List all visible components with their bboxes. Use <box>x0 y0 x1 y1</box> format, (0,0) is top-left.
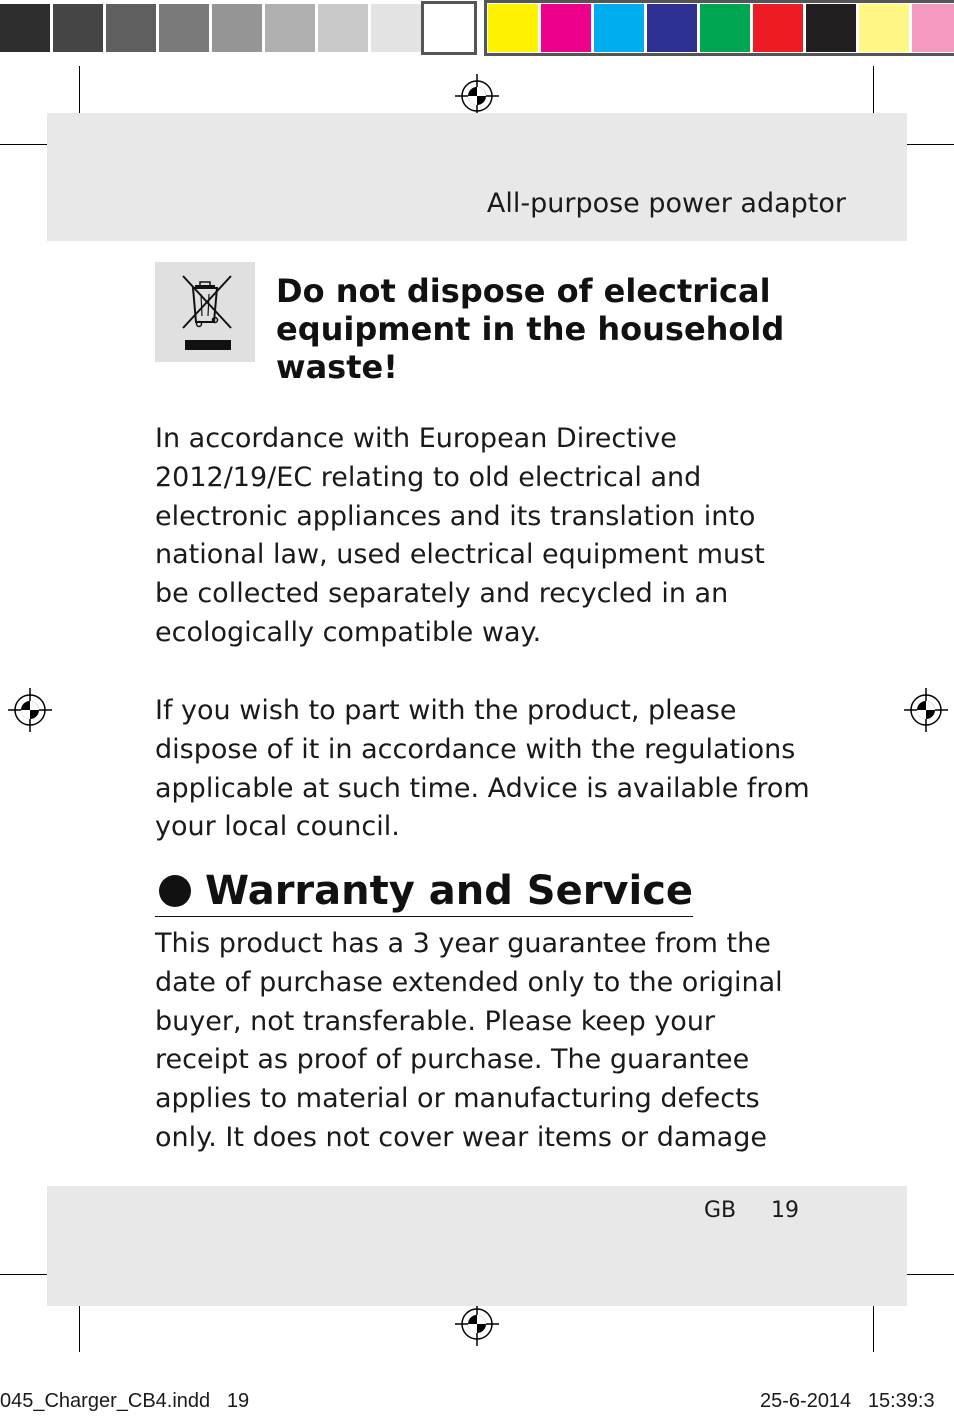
color-swatch <box>0 4 50 52</box>
slug-page: 19 <box>226 1390 250 1412</box>
text-line: applicable at such time. Advice is available from <box>155 772 810 804</box>
text-line: buyer, not transferable. Please keep your <box>155 1005 716 1037</box>
text-line: receipt as proof of purchase. The guarantee <box>155 1044 750 1076</box>
registration-mark-icon <box>8 688 52 732</box>
warranty-paragraph <box>155 925 815 1158</box>
disposal-paragraph-1 <box>155 420 815 653</box>
color-bar-frame <box>484 0 954 56</box>
disposal-heading-line: waste! <box>276 348 398 386</box>
disposal-heading-line: Do not dispose of electrical <box>276 272 771 310</box>
registration-mark-icon <box>455 74 499 118</box>
text-line: ecologically compatible way. <box>155 616 542 648</box>
text-line: your local council. <box>155 811 400 843</box>
text-line: only. It does not cover wear items or damage <box>155 1121 767 1153</box>
color-swatch <box>318 4 368 52</box>
footer-page-number: 19 <box>771 1198 799 1223</box>
disposal-heading <box>276 272 836 386</box>
slug-time: 15:39:3 <box>867 1390 935 1412</box>
crop-mark <box>873 1298 874 1352</box>
registration-mark-icon <box>455 1302 499 1346</box>
color-swatch <box>371 4 421 52</box>
color-swatch <box>212 4 262 52</box>
crop-mark <box>873 66 874 120</box>
text-line: be collected separately and recycled in an <box>155 578 729 610</box>
warranty-heading <box>155 866 693 917</box>
color-swatch <box>106 4 156 52</box>
text-line: applies to material or manufacturing defects <box>155 1083 760 1115</box>
text-line: national law, used electrical equipment must <box>155 539 765 571</box>
print-slug-file <box>0 1390 249 1413</box>
registration-mark-icon <box>904 688 948 732</box>
text-line: 2012/19/EC relating to old electrical and <box>155 461 702 493</box>
warranty-title: Warranty and Service <box>205 868 694 914</box>
color-swatch <box>53 4 103 52</box>
text-line: dispose of it in accordance with the regulations <box>155 733 796 765</box>
footer-language: GB <box>704 1198 737 1223</box>
bullet-icon <box>159 875 191 907</box>
weee-symbol <box>155 262 255 362</box>
disposal-paragraph-2 <box>155 692 815 847</box>
color-calibration-bar <box>0 0 954 56</box>
disposal-heading-line: equipment in the household <box>276 310 785 348</box>
text-line: In accordance with European Directive <box>155 423 677 454</box>
text-line: date of purchase extended only to the original <box>155 966 783 998</box>
color-swatch <box>424 4 474 52</box>
text-line: If you wish to part with the product, please <box>155 695 737 726</box>
crop-mark <box>79 1298 80 1352</box>
slug-date: 25-6-2014 <box>760 1390 852 1412</box>
color-swatch <box>159 4 209 52</box>
slug-filename: 045_Charger_CB4.indd <box>0 1390 211 1412</box>
crop-mark <box>79 66 80 120</box>
print-slug-timestamp <box>760 1390 935 1413</box>
text-line: electronic appliances and its translation into <box>155 500 756 532</box>
color-swatch <box>265 4 315 52</box>
header-band <box>47 113 907 241</box>
text-line: This product has a 3 year guarantee from the <box>155 928 771 959</box>
crossed-out-wheelie-bin-icon <box>155 262 255 362</box>
page-header-title: All-purpose power adaptor <box>486 188 846 219</box>
